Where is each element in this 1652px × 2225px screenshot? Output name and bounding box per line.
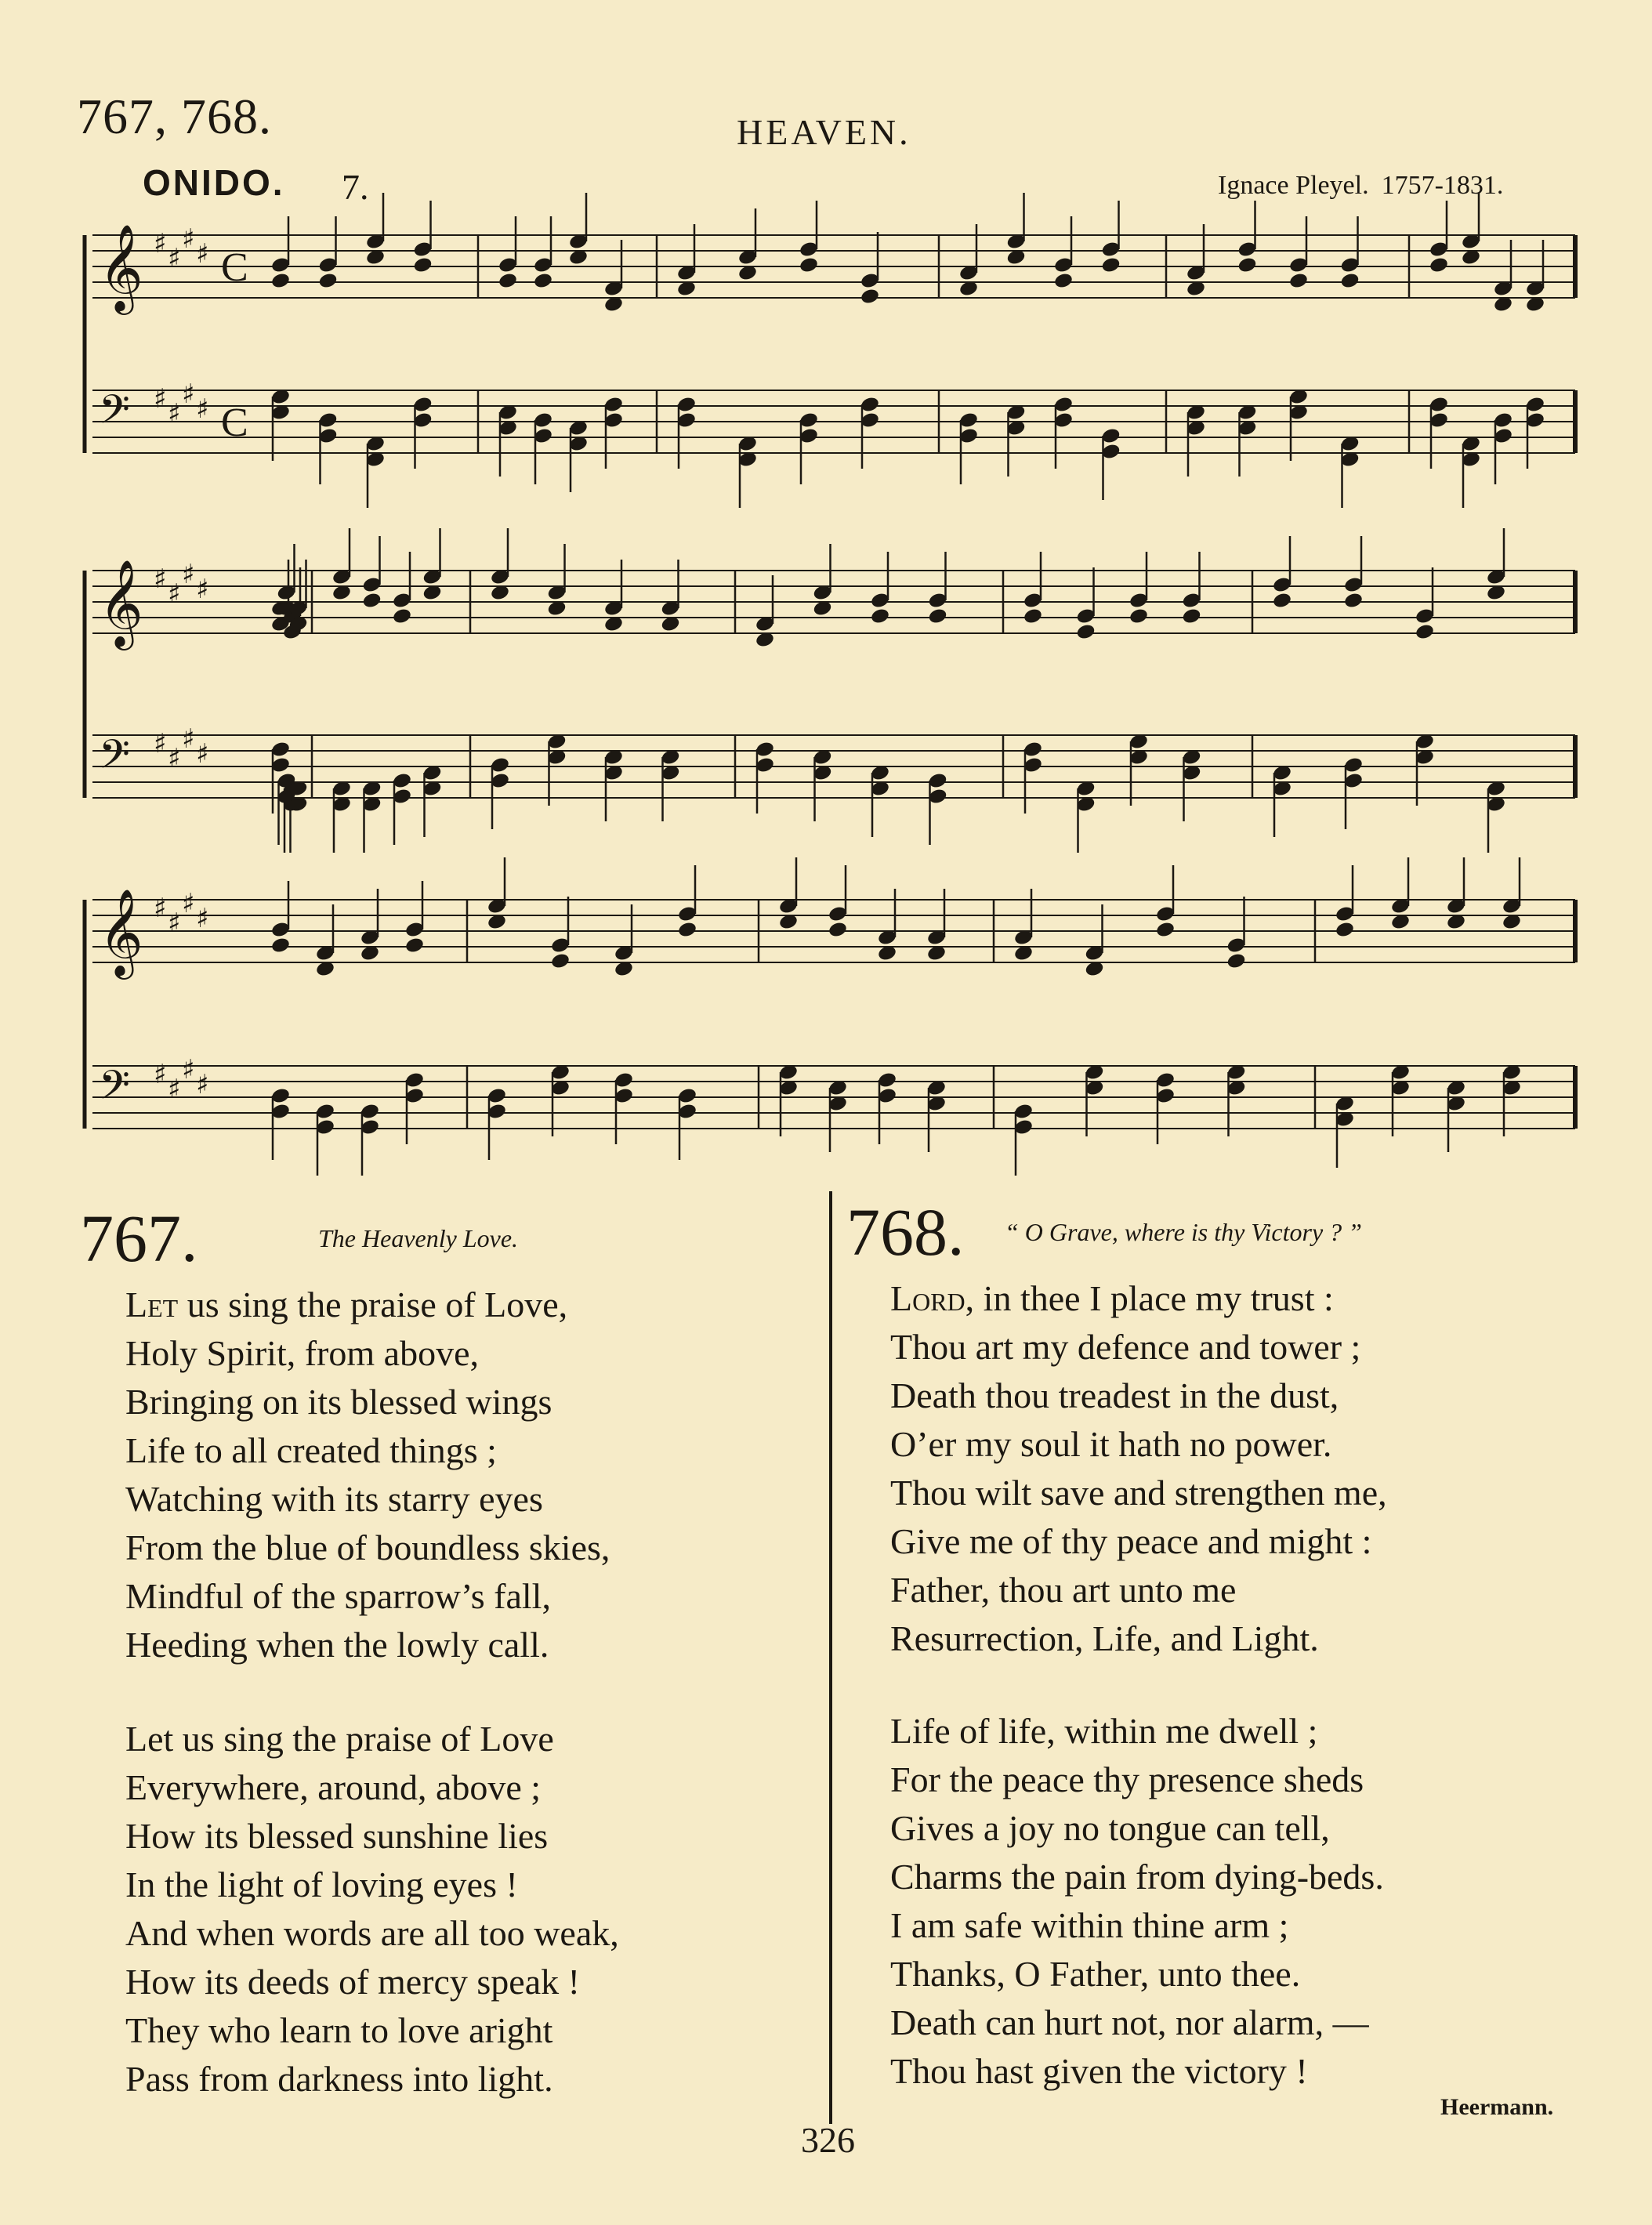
bass-clef-icon: 𝄢 bbox=[99, 386, 130, 443]
treble-clef-icon: 𝄞 bbox=[99, 223, 143, 311]
sharp-icon: ♯ bbox=[168, 243, 181, 274]
column-divider bbox=[829, 1191, 832, 2124]
verse-line: They who learn to love aright bbox=[125, 2010, 553, 2050]
sharp-icon: ♯ bbox=[196, 1069, 209, 1100]
sharp-icon: ♯ bbox=[196, 238, 209, 270]
time-signature: C bbox=[221, 245, 248, 290]
note-head bbox=[1181, 607, 1201, 625]
note-head bbox=[1415, 623, 1435, 641]
verse-line: Pass from darkness into light. bbox=[125, 2059, 553, 2099]
treble-clef-icon: 𝄞 bbox=[99, 559, 143, 647]
sharp-icon: ♯ bbox=[154, 228, 167, 259]
note-head bbox=[1023, 607, 1043, 625]
note-head bbox=[927, 607, 947, 625]
verse-line: Everywhere, around, above ; bbox=[125, 1767, 542, 1807]
hymn-768-stanza-1 bbox=[890, 1274, 1387, 1663]
verse-line: Father, thou art unto me bbox=[890, 1570, 1237, 1610]
verse-line: Bringing on its blessed wings bbox=[125, 1382, 552, 1422]
verse-line: Thou wilt save and strengthen me, bbox=[890, 1473, 1387, 1513]
treble-clef-icon: 𝄞 bbox=[99, 888, 143, 976]
verse-line: For the peace thy presence sheds bbox=[890, 1759, 1364, 1799]
verse-line: In the light of loving eyes ! bbox=[125, 1864, 518, 1904]
sharp-icon: ♯ bbox=[154, 1059, 167, 1090]
note-head bbox=[270, 937, 291, 955]
verse-line: Watching with its starry eyes bbox=[125, 1479, 543, 1519]
note-head bbox=[1075, 623, 1096, 641]
verse-line: Life of life, within me dwell ; bbox=[890, 1711, 1318, 1751]
note-head bbox=[1335, 921, 1355, 939]
verse-line: Holy Spirit, from above, bbox=[125, 1333, 479, 1373]
hymn-768-attribution: Heermann. bbox=[1440, 2094, 1554, 2120]
hymn-767-number: 767. bbox=[80, 1201, 198, 1276]
note-head bbox=[392, 607, 412, 625]
sharp-icon: ♯ bbox=[154, 728, 167, 759]
sharp-icon: ♯ bbox=[168, 398, 181, 429]
verse-line: I am safe within thine arm ; bbox=[890, 1905, 1289, 1945]
note-head bbox=[533, 272, 553, 290]
note-head bbox=[1272, 592, 1292, 610]
sharp-icon: ♯ bbox=[168, 1074, 181, 1105]
hymn-numbers: 767, 768. bbox=[77, 89, 272, 144]
hymn-768-stanza-2 bbox=[890, 1707, 1384, 2096]
note-head bbox=[799, 256, 819, 274]
verse-line: Let us sing the praise of Love bbox=[125, 1719, 554, 1759]
note-head bbox=[270, 272, 291, 290]
note-head bbox=[498, 272, 518, 290]
note-head bbox=[1343, 592, 1364, 610]
composer-dates: 1757-1831. bbox=[1381, 171, 1504, 200]
sharp-icon: ♯ bbox=[182, 1054, 195, 1085]
sharp-icon: ♯ bbox=[182, 223, 195, 255]
time-signature: C bbox=[221, 400, 248, 445]
verse-line: And when words are all too weak, bbox=[125, 1913, 619, 1953]
verse-line: Give me of thy peace and might : bbox=[890, 1521, 1372, 1561]
note-head bbox=[1237, 256, 1257, 274]
note-head bbox=[1429, 256, 1449, 274]
verse-line: O’er my soul it hath no power. bbox=[890, 1424, 1332, 1464]
verse-line: Death can hurt not, nor alarm, — bbox=[890, 2002, 1369, 2042]
note-head bbox=[1339, 272, 1360, 290]
tune-name: ONIDO. bbox=[143, 162, 285, 203]
sharp-icon: ♯ bbox=[168, 578, 181, 610]
sharp-icon: ♯ bbox=[196, 738, 209, 770]
hymn-767-stanza-1 bbox=[125, 1281, 610, 1669]
note-head bbox=[317, 272, 338, 290]
page-number: 326 bbox=[801, 2120, 855, 2160]
note-head bbox=[1226, 952, 1246, 970]
note-head bbox=[1155, 921, 1176, 939]
sharp-icon: ♯ bbox=[196, 574, 209, 605]
composer-name: Ignace Pleyel. bbox=[1218, 171, 1369, 200]
hymn-768-title: “ O Grave, where is thy Victory ? ” bbox=[1005, 1218, 1362, 1246]
sharp-icon: ♯ bbox=[196, 393, 209, 425]
sharp-icon: ♯ bbox=[182, 379, 195, 410]
bass-clef-icon: 𝄢 bbox=[99, 730, 130, 788]
note-head bbox=[1288, 272, 1309, 290]
sharp-icon: ♯ bbox=[196, 903, 209, 934]
note-head bbox=[677, 921, 697, 939]
tune-meter: 7. bbox=[342, 167, 369, 207]
drop-word: Lord bbox=[890, 1278, 965, 1318]
verse-line: Life to all created things ; bbox=[125, 1430, 497, 1470]
hymn-767-stanza-2 bbox=[125, 1715, 619, 2104]
sharp-icon: ♯ bbox=[154, 563, 167, 595]
sharp-icon: ♯ bbox=[182, 723, 195, 755]
sharp-icon: ♯ bbox=[168, 743, 181, 774]
note-head bbox=[1129, 607, 1149, 625]
note-head bbox=[1053, 272, 1074, 290]
verse-line: Charms the pain from dying-beds. bbox=[890, 1857, 1384, 1897]
note-head bbox=[404, 937, 425, 955]
sharp-icon: ♯ bbox=[154, 893, 167, 924]
hymn-767-title: The Heavenly Love. bbox=[318, 1224, 519, 1252]
note-head bbox=[550, 952, 571, 970]
verse-line: How its blessed sunshine lies bbox=[125, 1816, 549, 1856]
sharp-icon: ♯ bbox=[154, 383, 167, 415]
section-title: HEAVEN. bbox=[737, 112, 911, 152]
note-head bbox=[870, 607, 890, 625]
verse-line: Thou art my defence and tower ; bbox=[890, 1327, 1361, 1367]
bass-clef-icon: 𝄢 bbox=[99, 1061, 130, 1118]
verse-line: Mindful of the sparrow’s fall, bbox=[125, 1576, 551, 1616]
verse-line: From the blue of boundless skies, bbox=[125, 1527, 610, 1567]
verse-line: Resurrection, Life, and Light. bbox=[890, 1618, 1319, 1658]
verse-line: Death thou treadest in the dust, bbox=[890, 1375, 1339, 1415]
note-head bbox=[860, 288, 880, 306]
note-head bbox=[828, 921, 848, 939]
verse-line: Thanks, O Father, unto thee. bbox=[890, 1954, 1301, 1994]
verse-line: Thou hast given the victory ! bbox=[890, 2051, 1308, 2091]
sharp-icon: ♯ bbox=[168, 908, 181, 939]
verse-line: Heeding when the lowly call. bbox=[125, 1625, 549, 1665]
note-head bbox=[1100, 256, 1121, 274]
hymn-768-number: 768. bbox=[846, 1194, 965, 1270]
sharp-icon: ♯ bbox=[182, 888, 195, 919]
note-head bbox=[412, 256, 433, 274]
sharp-icon: ♯ bbox=[182, 559, 195, 590]
note-head bbox=[361, 592, 382, 610]
verse-line: Let us sing the praise of Love, bbox=[125, 1285, 568, 1324]
verse-line: Gives a joy no tongue can tell, bbox=[890, 1808, 1330, 1848]
verse-line: How its deeds of mercy speak ! bbox=[125, 1962, 580, 2002]
drop-word: Let bbox=[125, 1285, 179, 1324]
verse-line: Lord, in thee I place my trust : bbox=[890, 1278, 1334, 1318]
